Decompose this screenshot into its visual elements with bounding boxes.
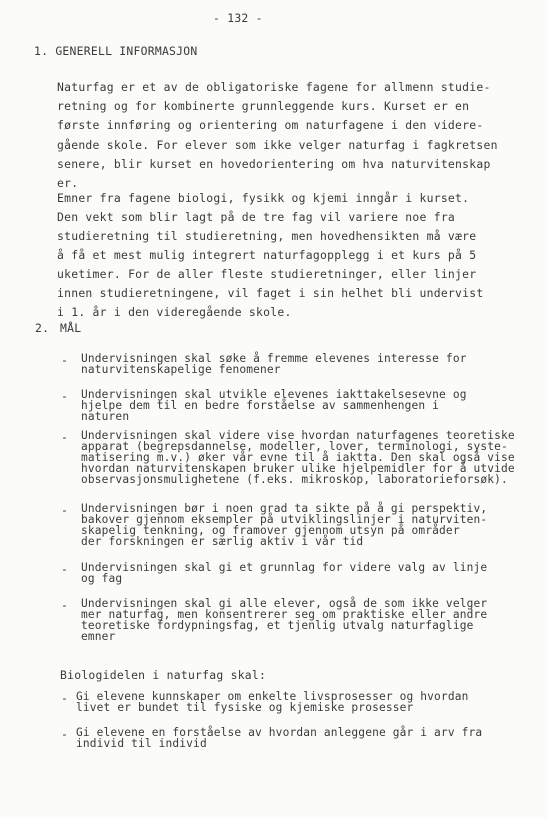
list-item-line: apparat (begrepsdannelse, modeller, lover, terminologi, syste- <box>81 440 508 454</box>
paragraph-line: Emner fra fagene biologi, fysikk og kjemi inngår i kurset. <box>57 191 470 205</box>
list-item-line: hjelpe dem til en bedre forståelse av sammenhengen i <box>81 399 440 413</box>
list-item-line: Undervisningen skal søke å fremme elevenes interesse for <box>81 352 467 365</box>
biology-heading: Biologidelen i naturfag skal: <box>60 668 267 682</box>
paragraph-line: i 1. år i den videregående skole. <box>57 305 292 319</box>
list-item-line: teoretiske fordypningsfag, et tjenlig utvalg naturfaglige <box>81 619 474 633</box>
section-1-heading: 1. GENERELL INFORMASJON <box>34 44 198 58</box>
list-item-line: skapelig tenkning, og framover gjennom utsyn på områder <box>81 524 460 538</box>
list-item-line: Undervisningen skal videre vise hvordan naturfagenes teoretiske <box>81 429 515 442</box>
section-2-number: 2. <box>35 321 50 335</box>
list-item-line: Undervisningen skal utvikle elevenes iakttakelsesevne og <box>81 388 467 401</box>
paragraph-line: retning og for kombinerte grunnleggende kurs. Kurset er en <box>57 99 470 114</box>
page-number: - 132 - <box>213 11 263 25</box>
list-item-line: Undervisningen skal gi alle elever, også de som ikke velger <box>81 597 488 610</box>
bullet-dash-icon: - <box>61 503 68 517</box>
bullet-dash-icon: - <box>61 691 68 705</box>
list-item-line: matisering m.v.) øker vår evne til å iaktta. Den skal også vise <box>81 451 515 465</box>
list-item-line: naturvitenskapelige fenomener <box>81 363 281 377</box>
list-item-line: observasjonsmulighetene (f.eks. mikroskop, laboratorieforsøk). <box>81 473 508 487</box>
paragraph-line: å få et mest mulig integrert naturfagopplegg i et kurs på 5 <box>57 248 477 262</box>
paragraph-line: innen studieretningene, vil faget i sin helhet bli undervist <box>57 286 484 300</box>
list-item-line: Undervisningen bør i noen grad ta sikte på å gi perspektiv, <box>81 502 488 515</box>
paragraph-line: Den vekt som blir lagt på de tre fag vil variere noe fra <box>57 210 456 224</box>
bullet-dash-icon: - <box>61 598 68 612</box>
paragraph-line: første innføring og orientering om naturfagene i den videre- <box>57 118 484 133</box>
paragraph-line: gående skole. For elever som ikke velger naturfag i fagkretsen <box>57 137 498 152</box>
list-item-line: emner <box>81 630 116 644</box>
list-item-line: Undervisningen skal gi et grunnlag for videre valg av linje <box>81 561 488 574</box>
list-item-line: Gi elevene kunnskaper om enkelte livsprosesser og hvordan <box>76 690 469 703</box>
list-item-line: mer naturfag, men konsentrerer seg om praktiske eller andre <box>81 608 488 622</box>
bullet-dash-icon: - <box>61 389 68 403</box>
paragraph-line: Naturfag er et av de obligatoriske fagene for allmenn studie- <box>57 80 491 94</box>
list-item-line: naturen <box>81 410 130 424</box>
list-item-line: bakover gjennom eksempler på utviklingslinjer i naturviten- <box>81 513 488 527</box>
bullet-dash-icon: - <box>61 562 68 576</box>
paragraph-line: uketimer. For de aller fleste studieretninger, eller linjer <box>57 267 477 281</box>
bullet-dash-icon: - <box>61 430 68 444</box>
list-item-line: og fag <box>81 572 123 586</box>
bullet-dash-icon: - <box>61 727 68 741</box>
bullet-dash-icon: - <box>61 353 68 367</box>
paragraph-line: senere, blir kurset en hovedorientering om hva naturvitenskap <box>57 156 491 171</box>
list-item-line: der forskningen er særlig aktiv i vår tid <box>81 535 364 549</box>
paragraph-line: studieretning til studieretning, men hovedhensikten må være <box>57 229 477 243</box>
list-item-line: livet er bundet til fysiske og kjemiske prosesser <box>76 701 414 715</box>
list-item-line: hvordan naturvitenskapen bruker ulike hjelpemidler for å utvide <box>81 462 515 476</box>
list-item-line: Gi elevene en forståelse av hvordan anleggene går i arv fra <box>76 726 483 739</box>
section-2-heading: MÅL <box>60 321 82 335</box>
list-item-line: individ til individ <box>76 737 207 751</box>
paragraph-line: er. <box>57 176 79 190</box>
